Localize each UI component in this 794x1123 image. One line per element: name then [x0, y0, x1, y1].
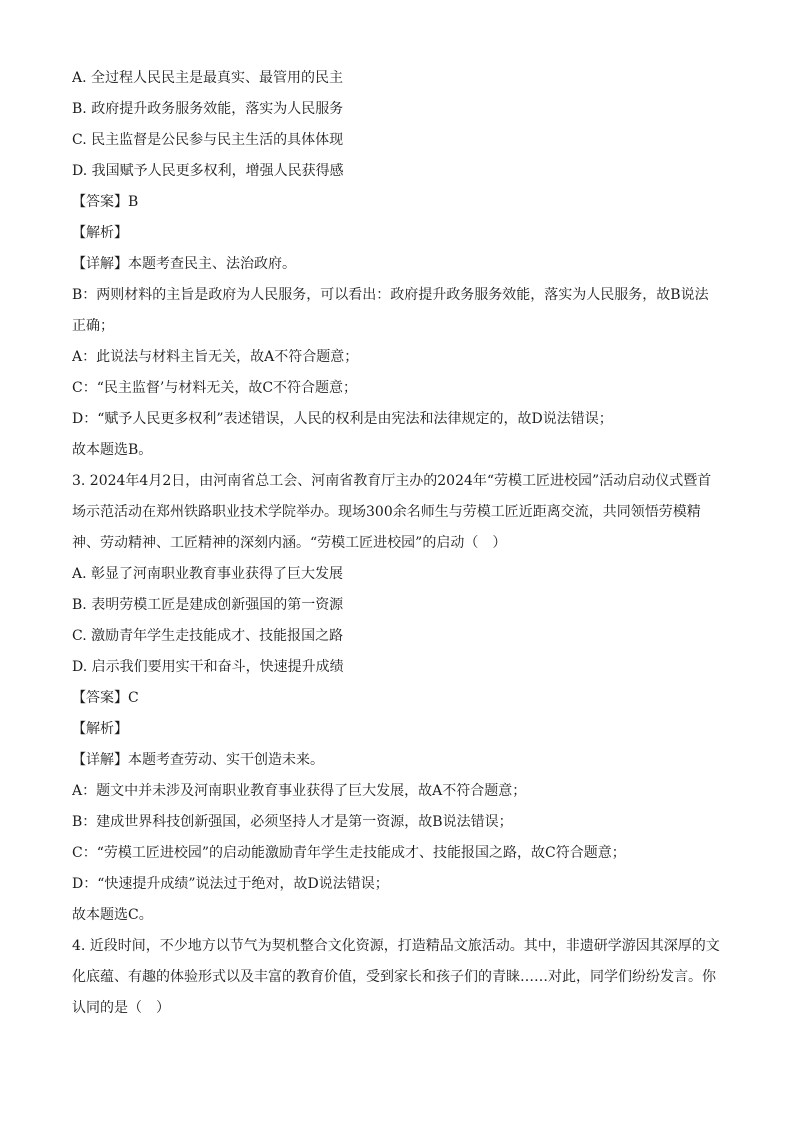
explain-a-q3: A：题文中并未涉及河南职业教育事业获得了巨大发展，故A不符合题意；: [72, 783, 527, 799]
option-b-q2: B. 政府提升政务服务效能，落实为人民服务: [72, 101, 344, 117]
option-b-q3: B. 表明劳模工匠是建成创新强国的第一资源: [72, 597, 344, 613]
analysis-heading-q2: 【解析】: [72, 225, 128, 241]
detail-q3: 【详解】本题考查劳动、实干创造未来。: [72, 752, 324, 768]
option-a-q2: A. 全过程人民民主是最真实、最管用的民主: [72, 70, 344, 86]
option-c-q2: C. 民主监督是公民参与民主生活的具体体现: [72, 132, 344, 148]
explain-a-q2: A：此说法与材料主旨无关，故A不符合题意；: [72, 349, 359, 365]
answer-q3: 【答案】C: [72, 690, 139, 706]
conclusion-q2: 故本题选B。: [72, 442, 153, 458]
question-3-stem: 3. 2024年4月2日，由河南省总工会、河南省教育厅主办的2024年“劳模工匠进校园”活动启动仪式暨首场示范活动在郑州铁路职业技术学院举办。现场300余名师生与劳模工匠近距离交流，共同领悟劳模精神、劳动精神、工匠精神的深刻内涵。“劳模工匠进校园”的启动（ ）: [72, 473, 712, 551]
explain-b-q2: B：两则材料的主旨是政府为人民服务，可以看出：政府提升政务服务效能，落实为人民服务，故B说法正确；: [72, 287, 709, 334]
explain-b-q3: B：建成世界科技创新强国，必须坚持人才是第一资源，故B说法错误；: [72, 814, 513, 830]
document-body: [72, 63, 722, 1024]
option-d-q2: D. 我国赋予人民更多权利，增强人民获得感: [72, 163, 344, 179]
answer-q2: 【答案】B: [72, 194, 139, 210]
explain-c-q2: C：“民主监督’与材料无关，故C不符合题意；: [72, 380, 358, 396]
option-c-q3: C. 激励青年学生走技能成才、技能报国之路: [72, 628, 344, 644]
explain-d-q2: D：“赋予人民更多权利”表述错误，人民的权利是由宪法和法律规定的，故D说法错误；: [72, 411, 613, 427]
analysis-heading-q3: 【解析】: [72, 721, 128, 737]
question-4-stem: 4. 近段时间，不少地方以节气为契机整合文化资源，打造精品文旅活动。其中，非遗研学游因其深厚的文化底蕴、有趣的体验形式以及丰富的教育价值，受到家长和孩子们的青睐……对此，同学们纷纷发言。你认同的是（ ）: [72, 938, 720, 1016]
detail-q2: 【详解】本题考查民主、法治政府。: [72, 256, 296, 272]
explain-d-q3: D：“快速提升成绩”说法过于绝对，故D说法错误；: [72, 876, 389, 892]
conclusion-q3: 故本题选C。: [72, 907, 153, 923]
option-d-q3: D. 启示我们要用实干和奋斗，快速提升成绩: [72, 659, 344, 675]
option-a-q3: A. 彰显了河南职业教育事业获得了巨大发展: [72, 566, 344, 582]
explain-c-q3: C：“劳模工匠进校园”的启动能激励青年学生走技能成才、技能报国之路，故C符合题意；: [72, 845, 626, 861]
